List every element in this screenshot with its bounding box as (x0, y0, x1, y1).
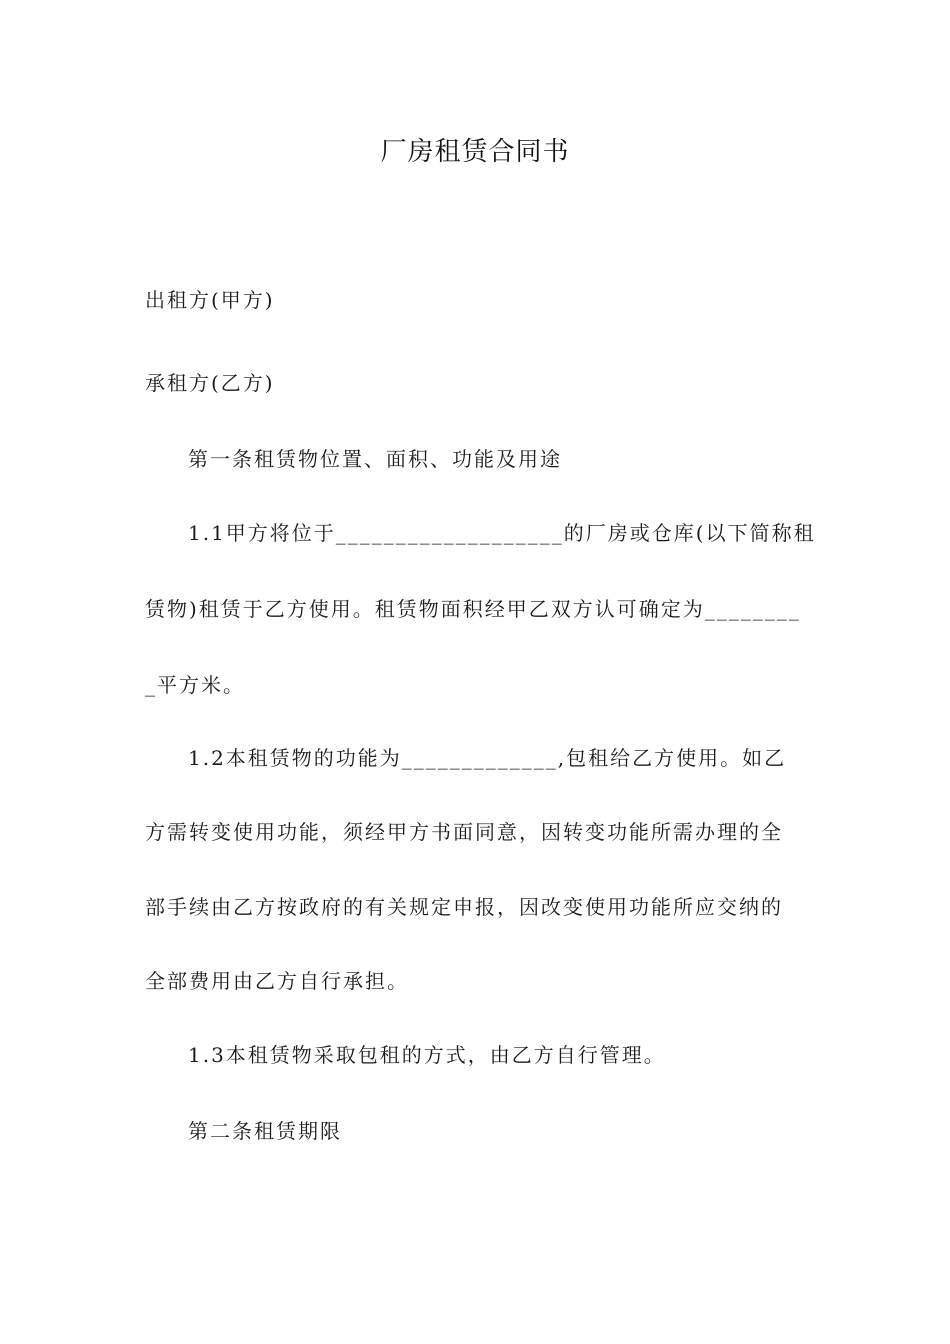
document-title: 厂房租赁合同书 (380, 137, 570, 167)
clause-1-3-line: 1.3本租赁物采取包租的方式，由乙方自行管理。 (188, 1043, 666, 1067)
lessee-party-line: 承租方(乙方) (145, 371, 275, 395)
clause-1-1-line-3: _平方米。 (145, 673, 245, 697)
clause-1-2-line-3: 部手续由乙方按政府的有关规定申报，因改变使用功能所应交纳的 (145, 895, 783, 919)
article-1-heading: 第一条租赁物位置、面积、功能及用途 (188, 447, 562, 471)
clause-1-1-line-2: 赁物)租赁于乙方使用。租赁物面积经甲乙双方认可确定为________ (145, 597, 801, 621)
lessor-party-line: 出租方(甲方) (145, 288, 275, 312)
clause-1-2-line-4: 全部费用由乙方自行承担。 (145, 969, 409, 993)
clause-1-1-line-1: 1.1甲方将位于___________________的厂房或仓库(以下简称租 (188, 521, 816, 545)
clause-1-2-line-2: 方需转变使用功能，须经甲方书面同意，因转变功能所需办理的全 (145, 820, 783, 844)
article-2-heading: 第二条租赁期限 (188, 1119, 342, 1143)
clause-1-2-line-1: 1.2本租赁物的功能为_____________,包租给乙方使用。如乙 (188, 746, 787, 770)
